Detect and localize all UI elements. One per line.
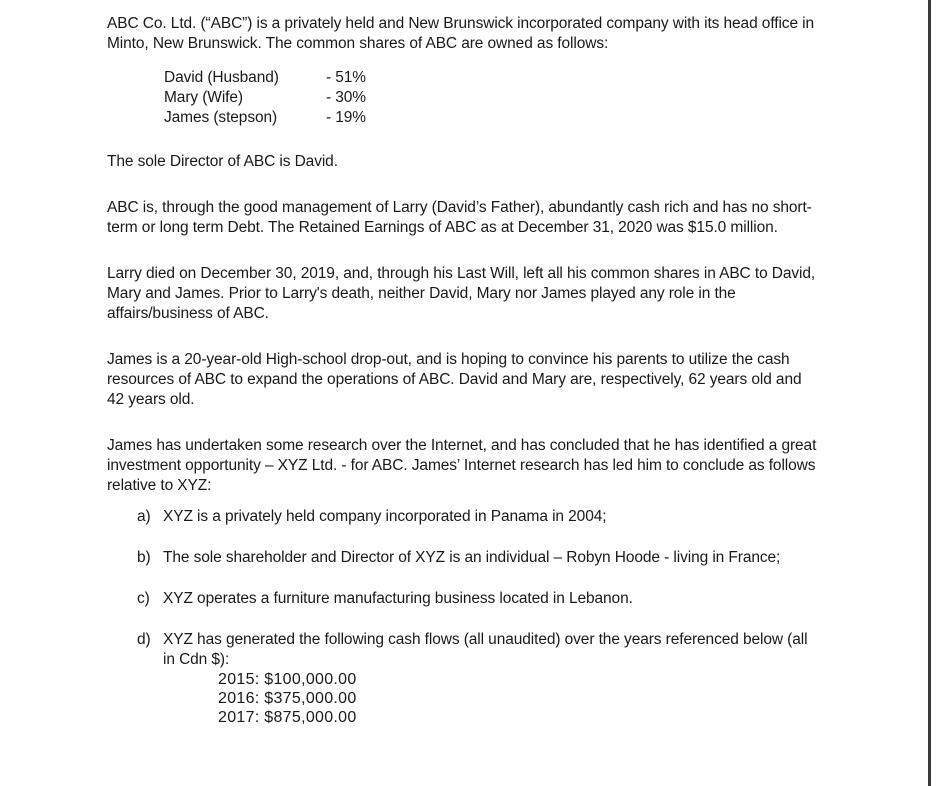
list-item-text: XYZ is a privately held company incorporated in Panama in 2004; <box>163 508 607 525</box>
cash-flow-row: 2016: $375,000.00 <box>218 690 357 707</box>
cash-flow-row: 2017: $875,000.00 <box>218 709 357 726</box>
larry-paragraph: Larry died on December 30, 2019, and, through his Last Will, left all his common shares in ABC to David, Mary and James. Prior to Larry's death, neither David, Mary nor James played any role in the affairs/business of ABC. <box>107 265 816 322</box>
cash-flow-list <box>218 670 822 727</box>
list-item-text-body: XYZ has generated the following cash flows (all unaudited) over the years referenced below (all in Cdn $): <box>163 631 808 668</box>
list-item <box>107 630 822 727</box>
list-item <box>107 589 822 609</box>
director-paragraph: The sole Director of ABC is David. <box>107 153 338 170</box>
page-edge-rule <box>928 0 931 786</box>
list-item-label: c) <box>137 590 150 607</box>
list-item <box>107 507 822 527</box>
cash-flow-row: 2015: $100,000.00 <box>218 671 357 688</box>
list-item-text: XYZ operates a furniture manufacturing business located in Lebanon. <box>163 590 633 607</box>
shareholder-name: Mary (Wife) <box>164 89 243 106</box>
james-paragraph: James is a 20-year-old High-school drop-out, and is hoping to convince his parents to utilize the cash resources of ABC to expand the operations of ABC. David and Mary are, respectively, 62 years old and 42 years old. <box>107 351 802 408</box>
shareholder-name: David (Husband) <box>164 69 279 86</box>
list-item-text: The sole shareholder and Director of XYZ is an individual – Robyn Hoode - living in France; <box>163 549 781 566</box>
document-body <box>107 14 822 727</box>
list-item-label: d) <box>137 631 151 648</box>
shareholder-percent: - 51% <box>326 69 366 86</box>
list-item-label: b) <box>137 549 151 566</box>
shareholder-name: James (stepson) <box>164 109 278 126</box>
list-item <box>107 548 822 568</box>
finances-paragraph: ABC is, through the good management of Larry (David’s Father), abundantly cash rich and has no short-term or long term Debt. The Retained Earnings of ABC as at December 31, 2020 was $15.0 million. <box>107 199 812 236</box>
shareholder-percent: - 19% <box>326 109 366 126</box>
findings-list <box>107 507 822 727</box>
shareholder-percent: - 30% <box>326 89 366 106</box>
shareholder-list <box>164 68 822 128</box>
shareholder-row <box>164 108 822 128</box>
research-paragraph: James has undertaken some research over the Internet, and has concluded that he has identified a great investment opportunity – XYZ Ltd. - for ABC. James’ Internet research has led him to conclude as follows relative to XYZ: <box>107 437 817 494</box>
list-item-text <box>163 630 822 727</box>
list-item-label: a) <box>137 508 151 525</box>
intro-paragraph: ABC Co. Ltd. (“ABC”) is a privately held and New Brunswick incorporated company with its head office in Minto, New Brunswick. The common shares of ABC are owned as follows: <box>107 15 815 52</box>
shareholder-row <box>164 68 822 88</box>
shareholder-row <box>164 88 822 108</box>
